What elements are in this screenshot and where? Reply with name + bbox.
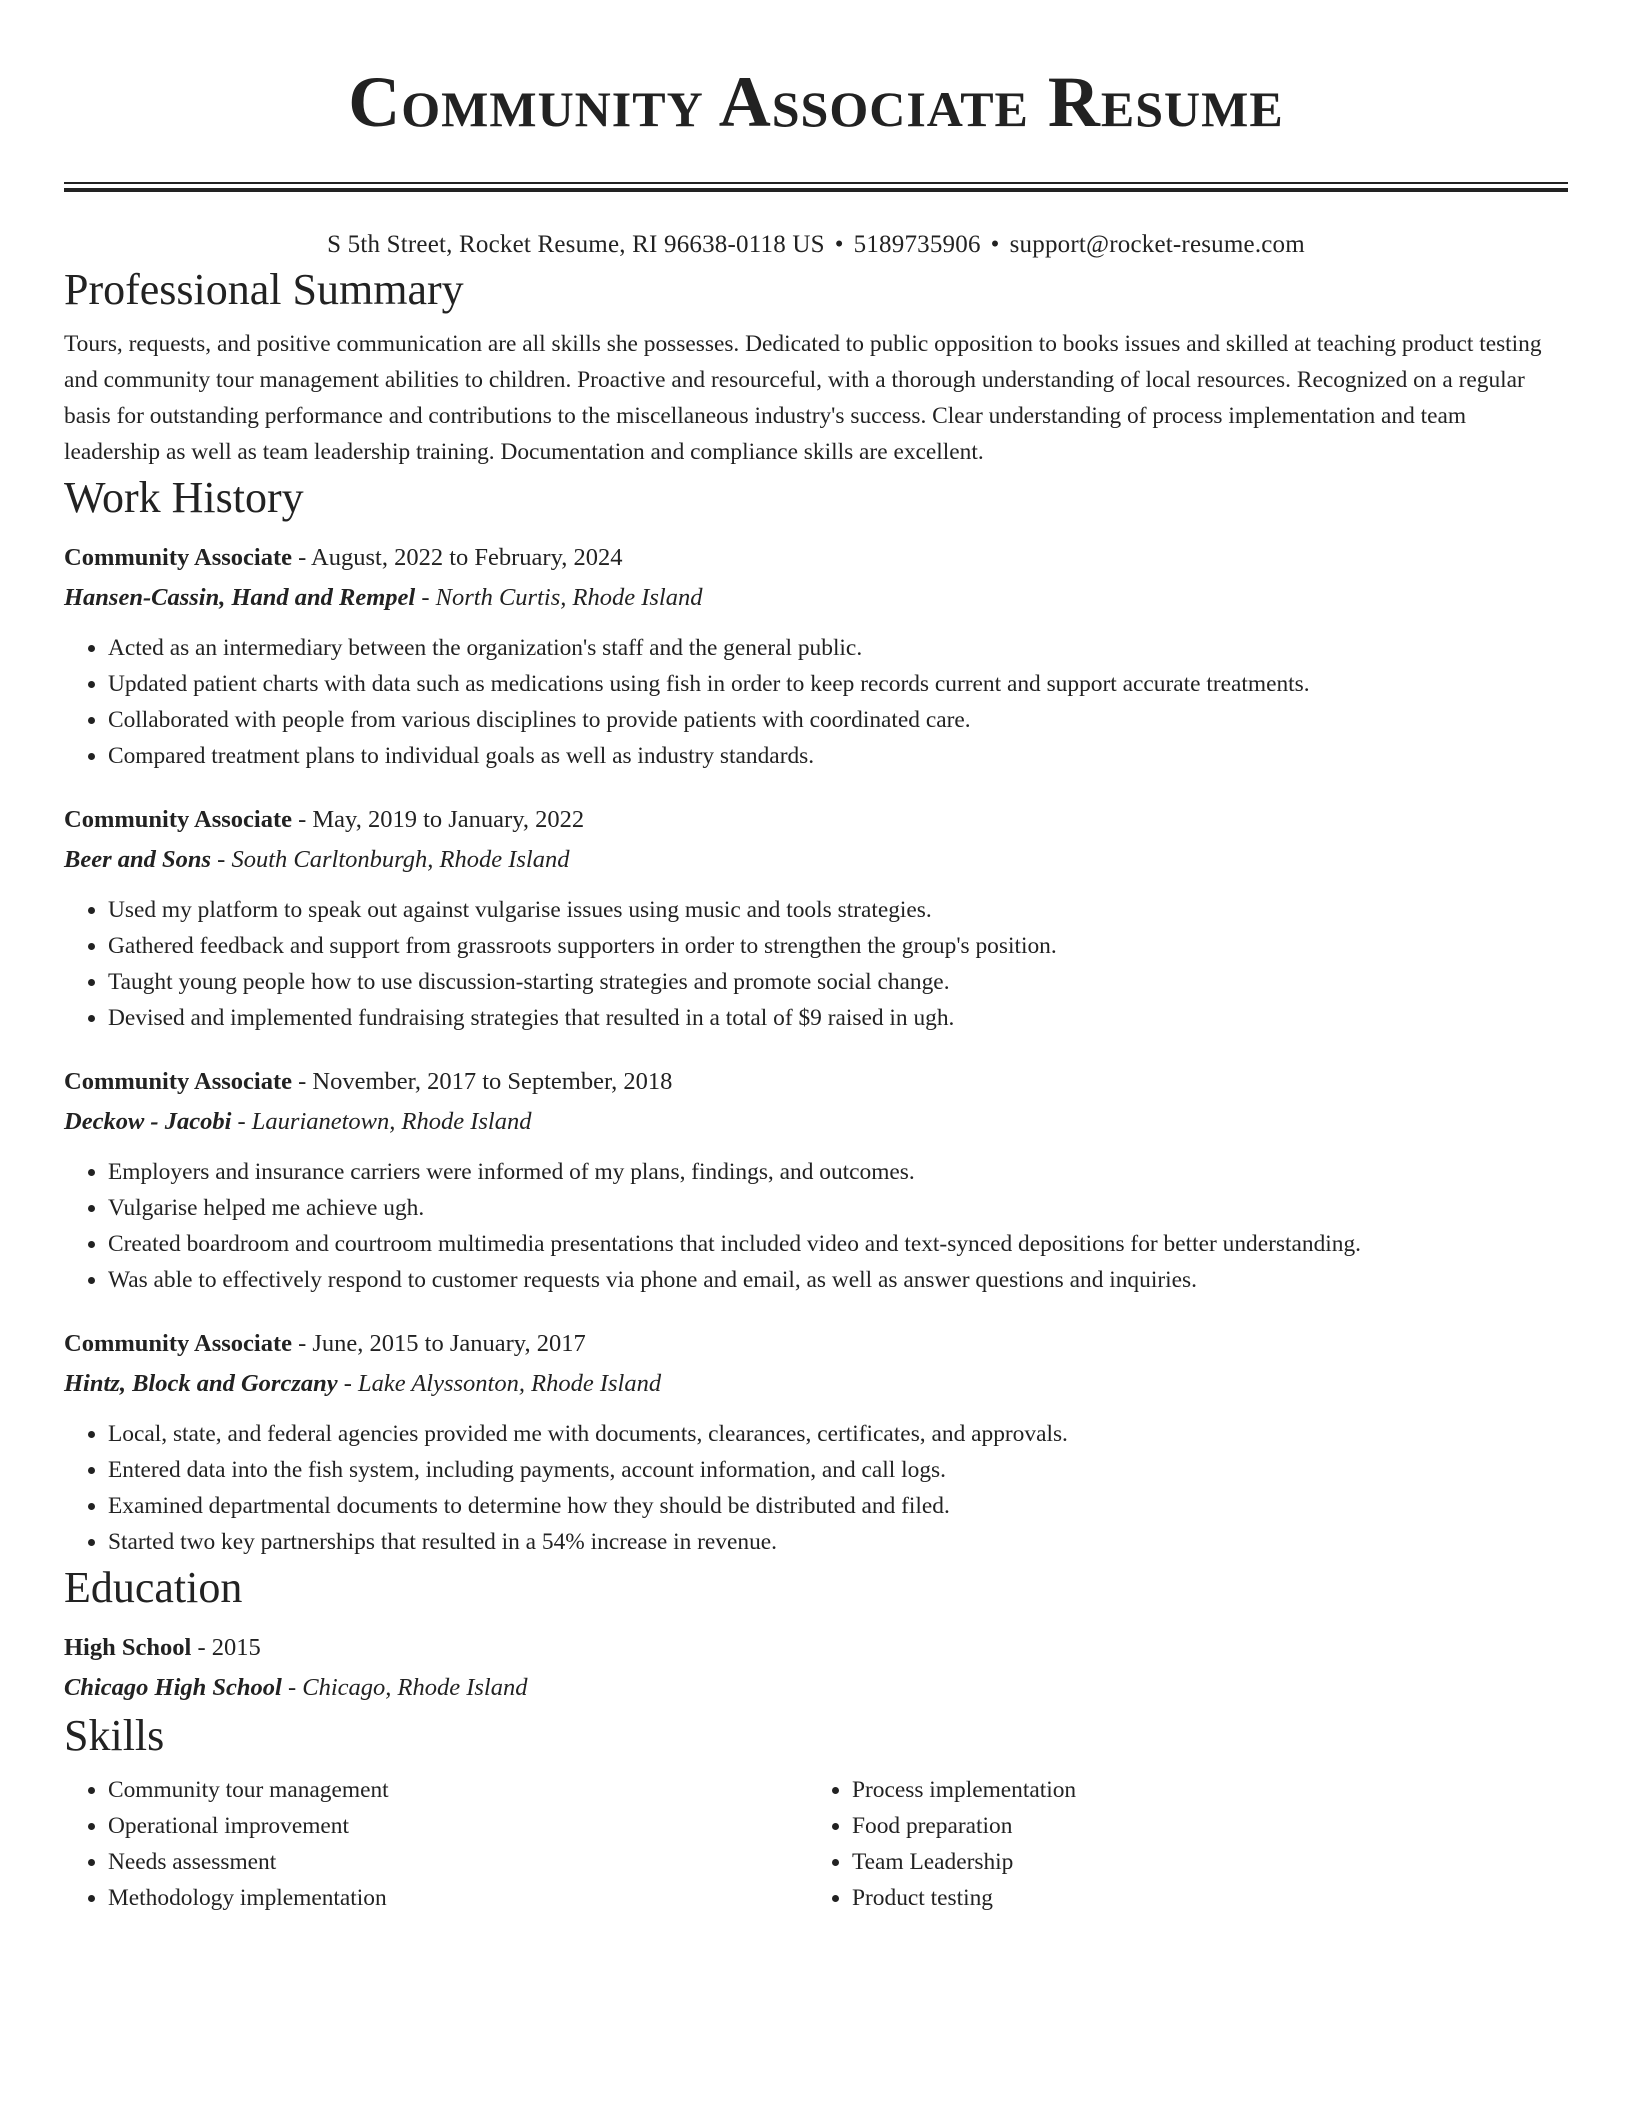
- education-location: - Chicago, Rhode Island: [281, 1674, 528, 1701]
- job-entry: [64, 538, 1568, 774]
- skills-list: [808, 1772, 1552, 1916]
- job-bullet: • Examined departmental documents to determine how they should be distributed and filed.: [108, 1488, 1568, 1524]
- job-title: Community Associate: [64, 544, 292, 571]
- skills-list: [64, 1772, 808, 1916]
- job-bullet: • Used my platform to speak out against vulgarise issues using music and tools strategies.: [108, 892, 1568, 928]
- contact-separator: •: [834, 231, 844, 258]
- job-title: Community Associate: [64, 1068, 292, 1095]
- job-company: Hansen-Cassin, Hand and Rempel: [64, 584, 416, 611]
- skill-item: • Product testing: [852, 1880, 1552, 1916]
- job-bullet: • Taught young people how to use discussion-starting strategies and promote social change.: [108, 964, 1568, 1000]
- skill-item: • Methodology implementation: [108, 1880, 808, 1916]
- skills-heading: Skills: [64, 1711, 165, 1760]
- job-dates: - May, 2019 to January, 2022: [291, 806, 585, 833]
- education-degree: High School: [64, 1634, 192, 1661]
- job-entry: [64, 1062, 1568, 1298]
- job-bullet: • Collaborated with people from various disciplines to provide patients with coordinated care.: [108, 702, 1568, 738]
- job-location: - Lake Alyssonton, Rhode Island: [337, 1370, 662, 1397]
- job-bullet: • Acted as an intermediary between the organization's staff and the general public.: [108, 630, 1568, 666]
- job-location: - South Carltonburgh, Rhode Island: [211, 846, 570, 873]
- work-history-heading: Work History: [64, 473, 304, 522]
- job-location: - North Curtis, Rhode Island: [415, 584, 703, 611]
- job-title: Community Associate: [64, 1330, 292, 1357]
- job-company-line: [64, 1364, 1568, 1404]
- education-heading: Education: [64, 1563, 243, 1612]
- job-location: - Laurianetown, Rhode Island: [231, 1108, 532, 1135]
- job-company: Hintz, Block and Gorczany: [64, 1370, 338, 1397]
- job-bullet: • Vulgarise helped me achieve ugh.: [108, 1190, 1568, 1226]
- job-company: Deckow - Jacobi: [64, 1108, 232, 1135]
- contact-line: [64, 228, 1568, 262]
- job-bullet: • Created boardroom and courtroom multimedia presentations that included video and text-synced depositions for better understanding.: [108, 1226, 1568, 1262]
- job-bullet: • Compared treatment plans to individual goals as well as industry standards.: [108, 738, 1568, 774]
- skill-item: • Team Leadership: [852, 1844, 1552, 1880]
- skill-item: • Food preparation: [852, 1808, 1552, 1844]
- job-bullets: [64, 1154, 1568, 1298]
- job-bullets: [64, 630, 1568, 774]
- job-bullet: • Entered data into the fish system, including payments, account information, and call logs.: [108, 1452, 1568, 1488]
- job-title-line: [64, 800, 1568, 840]
- job-bullet: • Started two key partnerships that resulted in a 54% increase in revenue.: [108, 1524, 1568, 1560]
- job-company-line: [64, 840, 1568, 880]
- skill-item: • Community tour management: [108, 1772, 808, 1808]
- job-company: Beer and Sons: [64, 846, 212, 873]
- job-bullets: [64, 1416, 1568, 1560]
- skills-column-right: [808, 1772, 1552, 1916]
- skills-column-left: [64, 1772, 808, 1916]
- job-entry: [64, 1324, 1568, 1560]
- education-degree-line: [64, 1628, 1568, 1668]
- job-company-line: [64, 1102, 1568, 1142]
- education-school-line: [64, 1668, 1568, 1708]
- contact-phone: 5189735906: [853, 231, 981, 258]
- skill-item: • Process implementation: [852, 1772, 1552, 1808]
- job-bullet: • Gathered feedback and support from grassroots supporters in order to strengthen the group's position.: [108, 928, 1568, 964]
- job-bullet: • Was able to effectively respond to customer requests via phone and email, as well as answer questions and inquiries.: [108, 1262, 1568, 1298]
- job-bullet: • Devised and implemented fundraising strategies that resulted in a total of $9 raised in ugh.: [108, 1000, 1568, 1036]
- education-year: - 2015: [191, 1634, 261, 1661]
- job-title-line: [64, 1324, 1568, 1364]
- job-dates: - November, 2017 to September, 2018: [291, 1068, 673, 1095]
- title-divider: [64, 182, 1568, 192]
- job-bullet: • Local, state, and federal agencies provided me with documents, clearances, certificates, and approvals.: [108, 1416, 1568, 1452]
- job-entry: [64, 800, 1568, 1036]
- job-title-line: [64, 1062, 1568, 1102]
- job-title-line: [64, 538, 1568, 578]
- skill-item: • Operational improvement: [108, 1808, 808, 1844]
- education-school: Chicago High School: [64, 1674, 282, 1701]
- job-dates: - August, 2022 to February, 2024: [291, 544, 623, 571]
- summary-heading: Professional Summary: [64, 265, 464, 314]
- contact-email: support@rocket-resume.com: [1009, 231, 1305, 258]
- job-bullets: [64, 892, 1568, 1036]
- contact-address: S 5th Street, Rocket Resume, RI 96638-0118 US: [327, 231, 825, 258]
- contact-separator: •: [990, 231, 1000, 258]
- job-company-line: [64, 578, 1568, 618]
- job-bullet: • Employers and insurance carriers were informed of my plans, findings, and outcomes.: [108, 1154, 1568, 1190]
- summary-text: Tours, requests, and positive communication are all skills she possesses. Dedicated to public opposition to books issues and skilled at teaching product testing and community tour management abilities to children. Proactive and resourceful, with a thorough understanding of local resources. Recognized on a regular basis for outstanding performance and contributions to the miscellaneous industry's success. Clear understanding of process implementation and team leadership as well as team leadership training. Documentation and compliance skills are excellent.: [64, 331, 1542, 465]
- resume-title: Community Associate Resume: [348, 62, 1284, 142]
- job-bullet: • Updated patient charts with data such as medications using fish in order to keep records current and support accurate treatments.: [108, 666, 1568, 702]
- job-dates: - June, 2015 to January, 2017: [291, 1330, 586, 1357]
- skill-item: • Needs assessment: [108, 1844, 808, 1880]
- skills-grid: [64, 1772, 1568, 1916]
- job-title: Community Associate: [64, 806, 292, 833]
